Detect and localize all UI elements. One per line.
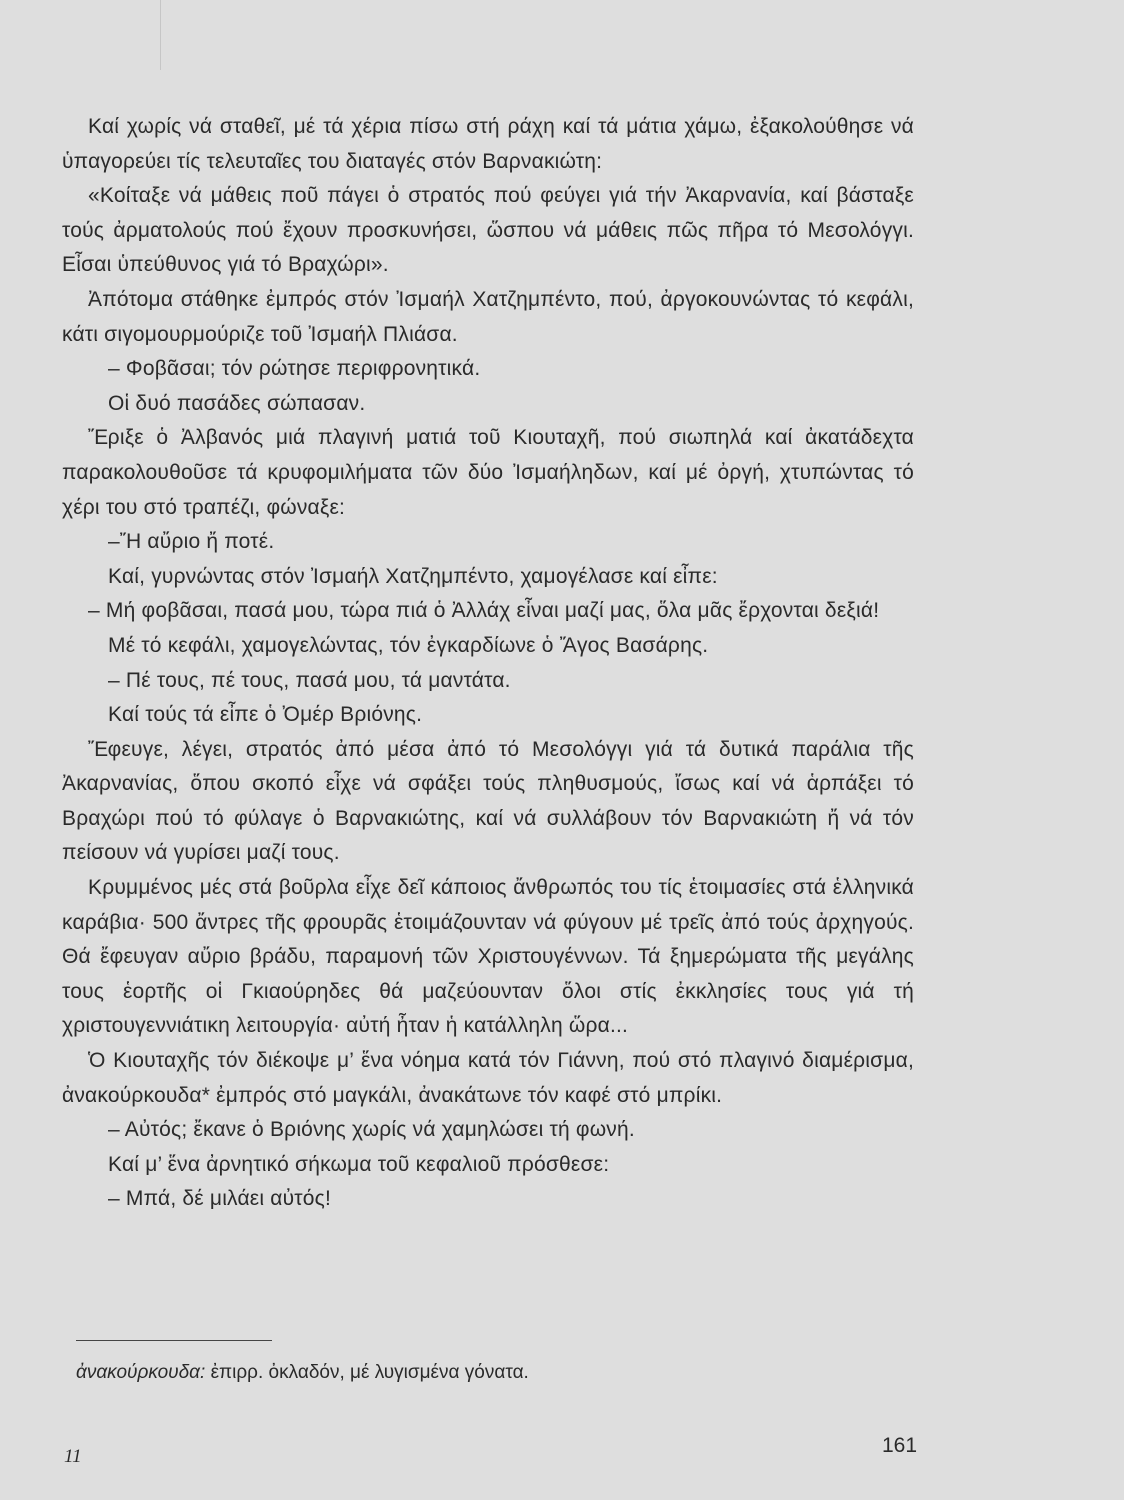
dialogue-line: Καί, γυρνώντας στόν Ἰσμαήλ Χατζημπέντο, χαμογέλασε καί εἶπε: (108, 564, 718, 588)
paragraph: Ὁ Κιουταχῆς τόν διέκοψε μ’ ἕνα νόημα κατά τόν Γιάννη, πού στό πλαγινό διαμέρισμα, ἀνακούρκουδα* ἐμπρός στό μαγκάλι, ἀνακάτωνε τόν καφέ στό μπρίκι. (62, 1049, 914, 1107)
paragraph: Ἔφευγε, λέγει, στρατός ἀπό μέσα ἀπό τό Μεσολόγγι γιά τά δυτικά παράλια τῆς Ἀκαρνανίας, ὅπου σκοπό εἶχε νά σφάξει τούς πληθυσμούς, ἴσως καί νά ἁρπάξει τό Βραχώρι πού τό φύλαγε ὁ Βαρνακιώτης, καί νά συλλάβουν τόν Βαρνακιώτη ἤ νά τόν πείσουν νά γυρίσει μαζί τους. (62, 737, 914, 865)
paragraph: Ἔριξε ὁ Ἀλβανός μιά πλαγινή ματιά τοῦ Κιουταχῆ, πού σιωπηλά καί ἀκατάδεχτα παρακολουθοῦσε τά κρυφομιλήματα τῶν δύο Ἰσμαήληδων, καί μέ ὀργή, χτυπώντας τό χέρι του στό τραπέζι, φώναξε: (62, 426, 914, 519)
fold-line (160, 0, 161, 70)
dialogue-line: –Ἤ αὔριο ἤ ποτέ. (108, 530, 275, 554)
dialogue-line: Καί μ’ ἕνα ἀρνητικό σήκωμα τοῦ κεφαλιοῦ πρόσθεσε: (108, 1152, 610, 1176)
footnote-definition: ἐπιρρ. ὀκλαδόν, μέ λυγισμένα γόνατα. (205, 1362, 529, 1383)
paragraph: Ἀπότομα στάθηκε ἐμπρός στόν Ἰσμαήλ Χατζημπέντο, πού, ἀργοκουνώντας τό κεφάλι, κάτι σιγομουρμούριζε τοῦ Ἰσμαήλ Πλιάσα. (62, 287, 914, 346)
dialogue-line: Μέ τό κεφάλι, χαμογελώντας, τόν ἐγκαρδίωνε ὁ Ἄγος Βασάρης. (108, 633, 709, 657)
footnote-rule (76, 1340, 272, 1341)
paragraph: – Μή φοβᾶσαι, πασά μου, τώρα πιά ὁ Ἀλλάχ εἶναι μαζί μας, ὅλα μᾶς ἔρχονται δεξιά! (88, 599, 880, 623)
dialogue-line: – Φοβᾶσαι; τόν ρώτησε περιφρονητικά. (108, 357, 481, 381)
body-text (62, 110, 914, 1217)
paragraph: Κρυμμένος μές στά βοῦρλα εἶχε δεῖ κάποιος ἄνθρωπός του τίς ἑτοιμασίες στά ἑλληνικά καράβια· 500 ἄντρες τῆς φρουρᾶς ἑτοιμάζουνταν νά φύγουν μέ τρεῖς ἀπό τούς ἀρχηγούς. Θά ἔφευγαν αὔριο βράδυ, παραμονή τῶν Χριστουγέννων. Τά ξημερώματα τῆς μεγάλης τους ἑορτῆς οἱ Γκιαούρηδες θά μαζεύουνταν ὅλοι στίς ἐκκλησίες τους γιά τή χριστουγεννιάτικη λειτουργία· αὐτή ἦταν ἡ κατάλληλη ὥρα... (62, 876, 914, 1038)
signature-mark: 11 (64, 1446, 82, 1467)
dialogue-line: Καί τούς τά εἶπε ὁ Ὀμέρ Βριόνης. (108, 703, 423, 727)
dialogue-line: – Μπά, δέ μιλάει αὐτός! (108, 1187, 331, 1211)
footnote-term: ἀνακούρκουδα: (76, 1362, 206, 1383)
dialogue-line: Οἱ δυό πασάδες σώπασαν. (108, 391, 366, 415)
dialogue-line: – Αὐτός; ἔκανε ὁ Βριόνης χωρίς νά χαμηλώσει τή φωνή. (108, 1118, 635, 1142)
page-number: 161 (882, 1434, 918, 1457)
dialogue-line: – Πέ τους, πέ τους, πασά μου, τά μαντάτα. (108, 668, 511, 692)
paragraph: Καί χωρίς νά σταθεῖ, μέ τά χέρια πίσω στή ράχη καί τά μάτια χάμω, ἐξακολούθησε νά ὑπαγορεύει τίς τελευταῖες του διαταγές στόν Βαρνακιώτη: (62, 115, 914, 173)
footnote (76, 1360, 896, 1386)
paragraph: «Κοίταξε νά μάθεις ποῦ πάγει ὁ στρατός πού φεύγει γιά τήν Ἀκαρνανία, καί βάσταξε τούς ἀρματολούς πού ἔχουν προσκυνήσει, ὥσπου νά μάθεις πῶς πῆρα τό Μεσολόγγι. Εἶσαι ὑπεύθυνος γιά τό Βραχώρι». (62, 184, 914, 277)
